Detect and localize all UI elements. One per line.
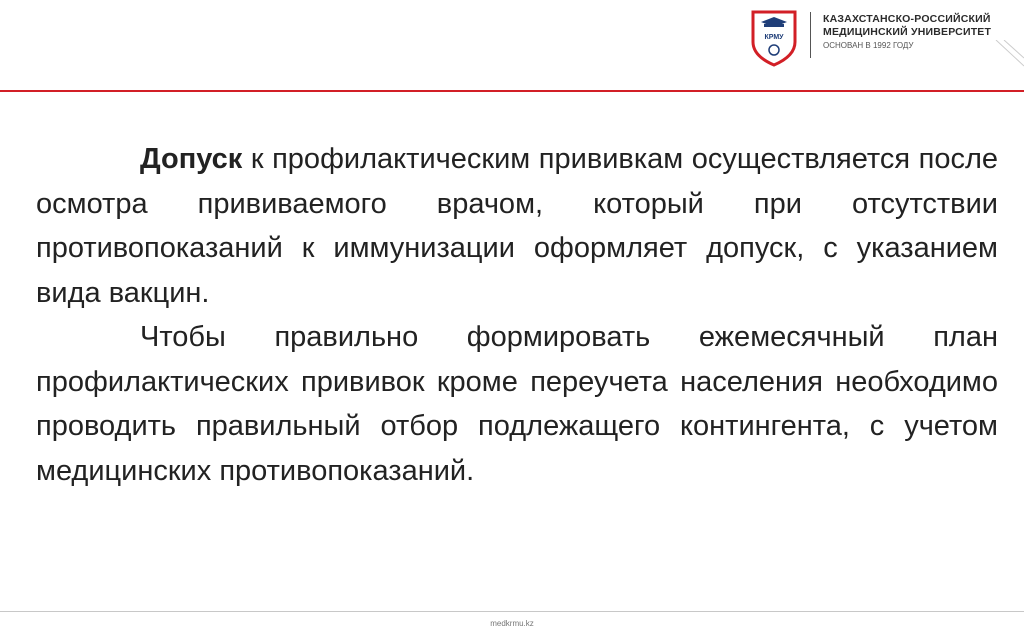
university-name-line1: КАЗАХСТАНСКО-РОССИЙСКИЙ (823, 13, 991, 25)
paragraph-admission-text: к профилактическим прививкам осуществляется после осмотра прививаемого врачом, который при отсутствии противопоказаний к иммунизации оформляет допуск, с указанием вида вакцин. (36, 143, 998, 309)
paragraph-planning-text: Чтобы правильно формировать ежемесячный план профилактических прививок кроме переучета населения необходимо проводить правильный отбор подлежащего контингента, с учетом медицинских противопоказаний. (36, 321, 998, 487)
slide-header (0, 0, 1024, 92)
header-accent-line (0, 90, 1024, 92)
decorative-corner-lines (984, 40, 1024, 92)
university-founded: ОСНОВАН В 1992 ГОДУ (823, 41, 914, 50)
footer-divider (0, 611, 1024, 612)
footer-url: medkrmu.kz (490, 619, 534, 628)
university-emblem-icon (749, 8, 799, 68)
logo-text: КРМУ (764, 34, 784, 41)
paragraph-planning (36, 315, 998, 493)
paragraph-admission (36, 137, 998, 315)
logo-divider (810, 12, 811, 58)
university-name-line2: МЕДИЦИНСКИЙ УНИВЕРСИТЕТ (823, 26, 992, 38)
paragraph-lead-word: Допуск (140, 143, 243, 175)
slide-body (36, 137, 998, 493)
